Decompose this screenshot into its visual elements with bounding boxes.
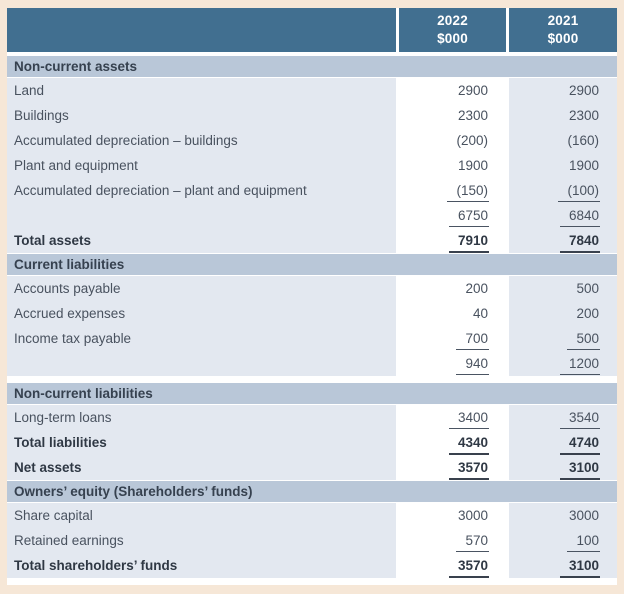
value-y2021 — [509, 553, 617, 578]
row-label: Total assets — [7, 228, 396, 253]
table-header-row — [7, 8, 617, 52]
value-text: (150) — [447, 180, 489, 202]
value-text: (100) — [558, 180, 600, 202]
table-row — [7, 228, 617, 253]
row-label: Income tax payable — [7, 326, 396, 351]
row-label: Land — [7, 78, 396, 103]
value-text: 4740 — [560, 432, 600, 455]
table-row — [7, 455, 617, 480]
header-spacer-cell — [7, 8, 396, 52]
value-y2022 — [399, 228, 506, 253]
balance-sheet-table — [7, 8, 617, 585]
value-text: 700 — [456, 328, 489, 350]
spacer-row — [7, 376, 617, 382]
row-label — [7, 351, 396, 376]
value-y2022 — [399, 301, 506, 326]
value-y2022 — [399, 430, 506, 455]
value-text: 2300 — [457, 108, 488, 123]
value-text: 940 — [456, 353, 489, 375]
value-text: 2900 — [568, 83, 599, 98]
value-y2022 — [399, 78, 506, 103]
table-row — [7, 153, 617, 178]
value-text: 500 — [567, 328, 600, 350]
value-y2021 — [509, 326, 617, 351]
value-text: 6750 — [449, 205, 489, 227]
value-y2021 — [509, 405, 617, 430]
value-y2021 — [509, 351, 617, 376]
value-text: (200) — [456, 133, 488, 148]
row-label: Accumulated depreciation – buildings — [7, 128, 396, 153]
table-row — [7, 405, 617, 430]
value-text: 1900 — [568, 158, 599, 173]
column-year-2022: 2022 — [437, 13, 468, 29]
table-row — [7, 128, 617, 153]
value-text: 200 — [465, 281, 488, 296]
table-row — [7, 178, 617, 203]
value-text: 200 — [576, 306, 599, 321]
value-y2021 — [509, 455, 617, 480]
value-text: 1900 — [457, 158, 488, 173]
value-text: 3100 — [560, 457, 600, 480]
column-header-2022 — [399, 8, 506, 52]
value-text: 3570 — [449, 555, 489, 578]
value-text: 7910 — [449, 230, 489, 253]
value-y2021 — [509, 103, 617, 128]
column-unit-2022: $000 — [437, 31, 468, 46]
value-y2021 — [509, 528, 617, 553]
value-y2021 — [509, 276, 617, 301]
value-text: 3570 — [449, 457, 489, 480]
value-text: 3000 — [568, 508, 599, 523]
row-label: Plant and equipment — [7, 153, 396, 178]
row-label: Accumulated depreciation – plant and equipment — [7, 178, 396, 203]
value-y2022 — [399, 178, 506, 203]
value-y2022 — [399, 326, 506, 351]
table-row — [7, 78, 617, 103]
row-label: Total shareholders’ funds — [7, 553, 396, 578]
value-text: 3100 — [560, 555, 600, 578]
row-label: Share capital — [7, 503, 396, 528]
section-header: Non-current assets — [7, 56, 617, 77]
value-text: 40 — [472, 306, 488, 321]
value-text: 570 — [456, 530, 489, 552]
row-label: Total liabilities — [7, 430, 396, 455]
value-text: 3540 — [560, 407, 600, 429]
value-text: 3000 — [457, 508, 488, 523]
row-label: Accounts payable — [7, 276, 396, 301]
row-label: Buildings — [7, 103, 396, 128]
table-row — [7, 203, 617, 228]
value-y2022 — [399, 528, 506, 553]
table-row — [7, 301, 617, 326]
section-header: Current liabilities — [7, 254, 617, 275]
value-text: 1200 — [560, 353, 600, 375]
value-y2021 — [509, 430, 617, 455]
table-body — [7, 55, 617, 578]
value-y2021 — [509, 78, 617, 103]
row-label: Retained earnings — [7, 528, 396, 553]
value-y2022 — [399, 103, 506, 128]
table-row — [7, 503, 617, 528]
row-label: Long-term loans — [7, 405, 396, 430]
value-y2021 — [509, 228, 617, 253]
table-row — [7, 528, 617, 553]
value-text: 3400 — [449, 407, 489, 429]
value-text: 4340 — [449, 432, 489, 455]
value-y2022 — [399, 503, 506, 528]
value-y2022 — [399, 153, 506, 178]
table-row — [7, 430, 617, 455]
value-y2022 — [399, 405, 506, 430]
value-text: 6840 — [560, 205, 600, 227]
row-label: Accrued expenses — [7, 301, 396, 326]
table-row — [7, 276, 617, 301]
value-text: 2300 — [568, 108, 599, 123]
value-y2022 — [399, 128, 506, 153]
column-year-2021: 2021 — [547, 13, 579, 29]
value-text: 2900 — [457, 83, 488, 98]
column-unit-2021: $000 — [547, 31, 579, 46]
value-y2022 — [399, 455, 506, 480]
section-header: Non-current liabilities — [7, 383, 617, 404]
value-y2022 — [399, 351, 506, 376]
table-row — [7, 351, 617, 376]
value-y2021 — [509, 128, 617, 153]
column-header-2021 — [509, 8, 617, 52]
value-y2022 — [399, 553, 506, 578]
value-text: 100 — [567, 530, 600, 552]
table-row — [7, 553, 617, 578]
value-y2021 — [509, 301, 617, 326]
row-label: Net assets — [7, 455, 396, 480]
section-header: Owners’ equity (Shareholders’ funds) — [7, 481, 617, 502]
value-text: 7840 — [560, 230, 600, 253]
table-row — [7, 103, 617, 128]
value-y2021 — [509, 203, 617, 228]
value-text: 500 — [576, 281, 599, 296]
value-y2021 — [509, 153, 617, 178]
value-y2022 — [399, 203, 506, 228]
value-y2022 — [399, 276, 506, 301]
table-row — [7, 326, 617, 351]
row-label — [7, 203, 396, 228]
value-y2021 — [509, 503, 617, 528]
value-text: (160) — [567, 133, 599, 148]
value-y2021 — [509, 178, 617, 203]
